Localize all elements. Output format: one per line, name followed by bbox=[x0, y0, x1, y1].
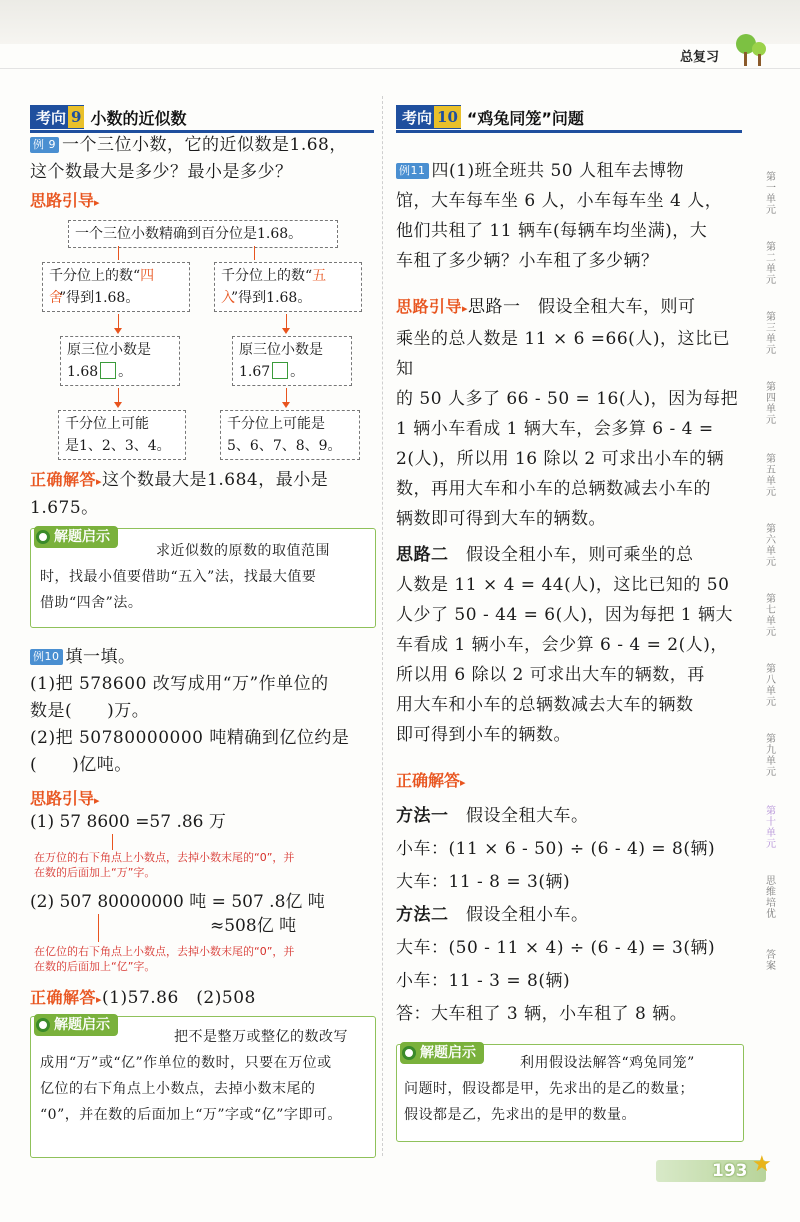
example-11-thinking: 思路引导▸思路一 假设全租大车，则可 乘坐的总人数是 11 × 6 =66(人)，这比已知 的 50 人多了 66 - 50 = 16(人)，因为每把 1 辆小车看成 1 辆大车，会多算 6 - 4 = 2(人)，所以用 16 除以 2 可求出小车的辆 数，再用大车和小车的总辆数减去小车的 辆数即可得到大车的辆数。 思路二 假设全租小车，则可乘坐的总 人数是 11 × 4 = 44(人)，这比已知的 50 人少了 50 - 44 = 6(人)，因为每把 1 辆大 车看成 1 辆小车，会少算 6 - 4 = 2(人)， 所以用 6 除以 2 可求出大车的辆数，再 用大车和小车的总辆数减去大车的辆数 即可得到小车的辆数。 bbox=[396, 297, 739, 745]
tip-badge: 解题启示 bbox=[34, 1014, 118, 1036]
side-tab-unit-5[interactable]: 第 五 单 元 bbox=[766, 454, 776, 498]
blank-box bbox=[272, 362, 288, 379]
tree-trunk-small bbox=[758, 54, 761, 66]
flow-arrowhead bbox=[282, 402, 290, 408]
section-tag: 考向 10 bbox=[396, 105, 461, 129]
page-number: 193 bbox=[712, 1161, 748, 1181]
note-2: 在亿位的右下角点上小数点，去掉小数末尾的“0”，并 在数的后面加上“亿”字。 bbox=[34, 945, 295, 973]
column-divider bbox=[382, 96, 383, 1156]
thinking-guide-heading: 思路引导▸ bbox=[30, 789, 100, 808]
flow-box-left-3: 千分位上可能 是1、2、3、4。 bbox=[58, 410, 186, 460]
question-line: 一个三位小数，它的近似数是1.68， bbox=[62, 135, 347, 155]
thinking-guide-heading: 思路引导▸ bbox=[30, 191, 100, 210]
flow-box-left-1: 千分位上的数“四 舍”得到1.68。 bbox=[42, 262, 190, 312]
example-9-question bbox=[30, 132, 375, 186]
step-1: (1) 57 8600 =57 .86 万 bbox=[30, 812, 226, 832]
tip-badge: 解题启示 bbox=[34, 526, 118, 548]
example-badge: 例11 bbox=[396, 163, 429, 179]
side-tab-unit-1[interactable]: 第 一 单 元 bbox=[766, 172, 776, 216]
flow-box-right-1: 千分位上的数“五 入”得到1.68。 bbox=[214, 262, 362, 312]
flow-box-right-3: 千分位上可能是 5、6、7、8、9。 bbox=[220, 410, 360, 460]
example-10-question: 例10 填一填。 (1)把 578600 改写成用“万”作单位的 数是( )万。 (2)把 50780000000 吨精确到亿位约是 ( )亿吨。 bbox=[30, 647, 350, 775]
page-number-band bbox=[656, 1160, 766, 1182]
note-1: 在万位的右下角点上小数点，去掉小数末尾的“0”，并 在数的后面加上“万”字。 bbox=[34, 851, 295, 879]
example-badge: 例10 bbox=[30, 649, 63, 665]
example-10-answer: 正确解答▸(1)57.86 (2)508 bbox=[30, 988, 256, 1008]
note-pointer bbox=[98, 914, 99, 942]
flow-arrowhead bbox=[282, 328, 290, 334]
side-tab-unit-8[interactable]: 第 八 单 元 bbox=[766, 664, 776, 708]
header-band bbox=[0, 0, 800, 44]
side-tab-answers[interactable]: 答 案 bbox=[766, 950, 776, 972]
flow-box-right-2: 原三位小数是 1.67 。 bbox=[232, 336, 352, 386]
tip-text: 求近似数的原数的取值范围 时，找最小值要借助“五入”法，找最大值要 借助“四舍”法。 bbox=[40, 543, 330, 611]
side-tab-unit-6[interactable]: 第 六 单 元 bbox=[766, 524, 776, 568]
tree-trunk bbox=[744, 52, 747, 66]
flow-box-top: 一个三位小数精确到百分位是1.68。 bbox=[68, 220, 338, 248]
header-rule bbox=[0, 68, 800, 69]
example-badge: 例 9 bbox=[30, 137, 59, 153]
flow-box-left-2: 原三位小数是 1.68 。 bbox=[60, 336, 180, 386]
header-title: 总复习 bbox=[680, 50, 720, 65]
tip-text: 把不是整万或整亿的数改写 成用“万”或“亿”作单位的数时，只要在万位或 亿位的右下角点上小数点，去掉小数末尾的 “0”，并在数的后面加上“万”字或“亿”字即可。 bbox=[40, 1029, 348, 1123]
side-tab-unit-7[interactable]: 第 七 单 元 bbox=[766, 594, 776, 638]
flow-arrowhead bbox=[114, 328, 122, 334]
side-tab-unit-2[interactable]: 第 二 单 元 bbox=[766, 242, 776, 286]
example-9-answer: 正确解答▸这个数最大是1.684，最小是 1.675。 bbox=[30, 470, 329, 518]
section-number: 9 bbox=[68, 106, 84, 128]
blank-box bbox=[100, 362, 116, 379]
side-tab-unit-9[interactable]: 第 九 单 元 bbox=[766, 734, 776, 778]
step-2-line-2: ≈508亿 吨 bbox=[210, 916, 297, 936]
section-title: 小数的近似数 bbox=[90, 108, 187, 128]
flow-arrow bbox=[254, 246, 255, 260]
star-icon: ★ bbox=[752, 1152, 772, 1177]
tip-text: 利用假设法解答“鸡兔同笼” 问题时，假设都是甲，先求出的是乙的数量； 假设都是乙，先求出的是甲的数量。 bbox=[404, 1055, 695, 1123]
side-tab-unit-10[interactable]: 第 十 单 元 bbox=[766, 806, 776, 850]
flow-arrow bbox=[118, 246, 119, 260]
answer-heading: 正确解答▸ bbox=[396, 771, 466, 790]
section-9-header bbox=[30, 104, 374, 133]
section-title: “鸡兔同笼”问题 bbox=[466, 108, 584, 128]
note-pointer bbox=[112, 834, 113, 850]
section-underline bbox=[396, 130, 742, 133]
side-tab-thinking[interactable]: 思 维 培 优 bbox=[766, 876, 776, 920]
side-tab-unit-4[interactable]: 第 四 单 元 bbox=[766, 382, 776, 426]
side-tab-unit-3[interactable]: 第 三 单 元 bbox=[766, 312, 776, 356]
section-tag: 考向 9 bbox=[30, 105, 84, 129]
answer-heading: 正确解答 bbox=[30, 470, 97, 489]
section-10-header bbox=[396, 104, 742, 133]
question-line: 这个数最大是多少？最小是多少？ bbox=[30, 162, 293, 182]
tip-badge: 解题启示 bbox=[400, 1042, 484, 1064]
example-11-question: 例11 四(1)班全班共 50 人租车去博物 馆，大车每车坐 6 人，小车每车坐 4 人， 他们共租了 11 辆车(每辆车均坐满)，大 车租了多少辆？小车租了多少辆？ bbox=[396, 161, 723, 271]
example-11-answer: 方法一 假设全租大车。 小车：(11 × 6 - 50) ÷ (6 - 4) = 8(辆) 大车：11 - 8 = 3(辆) 方法二 假设全租小车。 大车：(50 - 11 × 4) ÷ (6 - 4) = 3(辆) 小车：11 - 3 = 8(辆) 答：大车租了 3 辆，小车租了 8 辆。 bbox=[396, 806, 716, 1024]
step-2-line-1: (2) 507 80000000 吨 = 507 .8亿 吨 bbox=[30, 892, 325, 912]
flow-arrowhead bbox=[114, 402, 122, 408]
section-number: 10 bbox=[434, 106, 461, 128]
